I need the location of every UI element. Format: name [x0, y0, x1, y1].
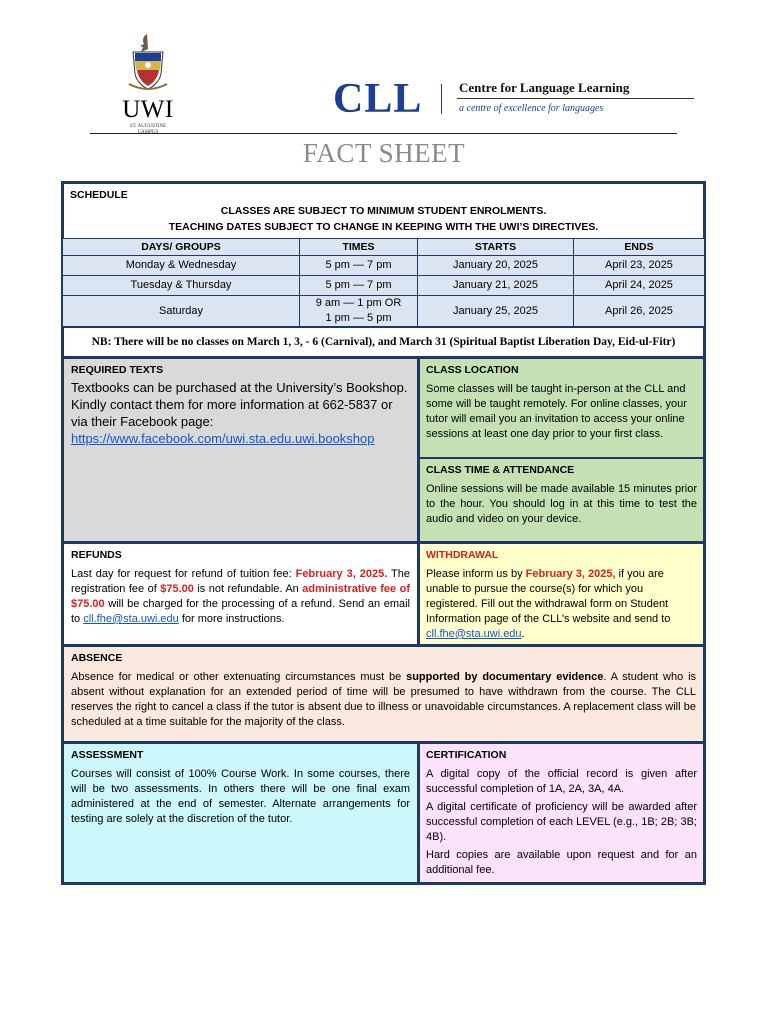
- table-header-row: [63, 239, 704, 256]
- cll-title-underline: [457, 98, 694, 99]
- uwi-logo: [116, 32, 180, 132]
- cell-times-line-1: 9 am — 1 pm OR: [315, 297, 402, 309]
- page-title: FACT SHEET: [302, 138, 466, 168]
- certification-paragraph: A digital copy of the official record is given after successful completion of 1A, 2A, 3A, 4A.: [426, 768, 697, 795]
- withdrawal-body: [426, 567, 697, 642]
- cell-days: Tuesday & Thursday: [63, 276, 300, 296]
- certification-paragraph: Hard copies are available upon request and for an additional fee.: [426, 849, 697, 876]
- cell-times: 5 pm — 7 pm: [300, 276, 418, 296]
- no-classes-note: NB: There will be no classes on March 1, 3, - 6 (Carnival), and March 31 (Spiritual Baptist Liberation Day, Eid-ul-Fitr): [63, 327, 704, 357]
- withdrawal-email-link[interactable]: cll.fhe@sta.uwi.edu: [426, 628, 522, 640]
- assessment-section: [63, 743, 418, 883]
- class-time-heading: CLASS TIME & ATTENDANCE: [426, 464, 575, 476]
- certification-section: [419, 743, 704, 883]
- column-header-ends: ENDS: [574, 239, 704, 256]
- dates-notice: TEACHING DATES SUBJECT TO CHANGE IN KEEPING WITH THE UWI’S DIRECTIVES.: [168, 221, 599, 233]
- cell-starts: January 25, 2025: [418, 296, 574, 327]
- assessment-body: Courses will consist of 100% Course Work. In some courses, there will be two assessments. In others there will be one final exam administered at the end of semester. Alternate arrangements for testing are solely at the discretion of the tutor.: [71, 768, 410, 825]
- refunds-email-link[interactable]: cll.fhe@sta.uwi.edu: [83, 613, 179, 625]
- logo-divider: [441, 84, 442, 114]
- required-texts-heading: REQUIRED TEXTS: [71, 364, 164, 376]
- withdrawal-deadline: February 3, 2025,: [525, 568, 616, 580]
- uwi-wordmark: UWI: [122, 96, 174, 123]
- cell-days: Saturday: [63, 296, 300, 327]
- withdrawal-text-3: .: [521, 628, 525, 640]
- assessment-heading: ASSESSMENT: [71, 749, 144, 761]
- cell-starts: January 20, 2025: [418, 256, 574, 276]
- withdrawal-text-1: Please inform us by: [426, 568, 526, 580]
- refunds-text-5: for more instructions.: [178, 613, 285, 625]
- documentary-evidence-note: supported by documentary evidence: [406, 671, 604, 683]
- fact-sheet: [61, 181, 706, 885]
- refunds-text-2: The registration fee of: [71, 568, 411, 595]
- refunds-text-3: is not refundable. An: [193, 583, 303, 595]
- required-texts-body: [71, 379, 410, 447]
- certification-body: [426, 767, 697, 878]
- certification-heading: CERTIFICATION: [426, 749, 507, 761]
- cell-times: 5 pm — 7 pm: [300, 256, 418, 276]
- withdrawal-heading: WITHDRAWAL: [426, 549, 499, 561]
- cell-days: Monday & Wednesday: [63, 256, 300, 276]
- certification-paragraph: A digital certificate of proficiency will be awarded after successful completion of each LEVEL (e.g., 1B; 2B; 3B; 4B).: [426, 801, 697, 843]
- refunds-body: [71, 567, 410, 627]
- uwi-crest-icon: [125, 32, 171, 92]
- absence-section: [63, 646, 704, 742]
- table-row: [63, 256, 704, 276]
- cell-ends: April 26, 2025: [574, 296, 704, 327]
- refunds-heading: REFUNDS: [71, 549, 122, 561]
- absence-heading: ABSENCE: [71, 652, 123, 664]
- withdrawal-section: [419, 543, 704, 645]
- cll-title: Centre for Language Learning: [459, 80, 630, 95]
- header-divider: [90, 133, 677, 134]
- required-texts-section: [63, 358, 418, 542]
- absence-text-2: . A student who is absent without explanation for an extended period of time will be presumed to have withdrawn from the course. The CLL reserves the right to cancel a class if the tutor is absent due to illness or unavoidable circumstances. A replacement class will be scheduled at a time suitable for the majority of the class.: [71, 671, 697, 728]
- cell-starts: January 21, 2025: [418, 276, 574, 296]
- registration-fee: $75.00: [160, 583, 194, 595]
- enrolment-notice: CLASSES ARE SUBJECT TO MINIMUM STUDENT ENROLMENTS.: [220, 205, 547, 217]
- refund-deadline: February 3, 2025.: [295, 568, 388, 580]
- absence-text-1: Absence for medical or other extenuating circumstances must be: [71, 671, 407, 683]
- cll-logo: CLL: [333, 76, 423, 122]
- cell-ends: April 24, 2025: [574, 276, 704, 296]
- column-header-starts: STARTS: [418, 239, 574, 256]
- class-location-body: Some classes will be taught in-person at the CLL and some will be taught remotely. For online classes, your tutor will email you an invitation to access your online sessions at least one day prior to your first class.: [426, 383, 687, 440]
- schedule-table: [63, 239, 704, 327]
- class-time-section: [419, 458, 704, 542]
- column-header-days: DAYS/ GROUPS: [63, 239, 300, 256]
- absence-body: [71, 670, 696, 730]
- bookshop-facebook-link[interactable]: https://www.facebook.com/uwi.sta.edu.uwi.bookshop: [71, 431, 375, 446]
- refunds-section: [63, 543, 418, 645]
- refunds-text-4: will be charged for the processing of a refund. Send an email to: [71, 598, 410, 625]
- cell-ends: April 23, 2025: [574, 256, 704, 276]
- withdrawal-text-2: if you are unable to pursue the course(s) for which you registered. Fill out the withdrawal form on Student Information page of the CLL’s website and send to: [426, 568, 671, 625]
- required-texts-text: Textbooks can be purchased at the University’s Bookshop. Kindly contact them for more information at 662-5837 or via their Facebook page:: [71, 380, 408, 429]
- table-row: [63, 276, 704, 296]
- cell-times-line-2: 1 pm — 5 pm: [325, 312, 392, 324]
- class-time-body: Online sessions will be made available 15 minutes prior to the hour. You should log in at this time to test the audio and video on your device.: [426, 483, 697, 525]
- column-header-times: TIMES: [300, 239, 418, 256]
- cll-tagline: a centre of excellence for languages: [459, 103, 604, 114]
- class-location-section: [419, 358, 704, 458]
- refunds-text-1: Last day for request for refund of tuition fee:: [71, 568, 296, 580]
- schedule-heading: SCHEDULE: [70, 189, 128, 201]
- class-location-heading: CLASS LOCATION: [426, 364, 519, 376]
- campus-label: ST. AUGUSTINE: [129, 124, 167, 129]
- schedule-section: [63, 183, 704, 239]
- administrative-fee: administrative fee of $75.00: [71, 583, 410, 610]
- cell-times: [300, 296, 418, 327]
- table-row: [63, 296, 704, 327]
